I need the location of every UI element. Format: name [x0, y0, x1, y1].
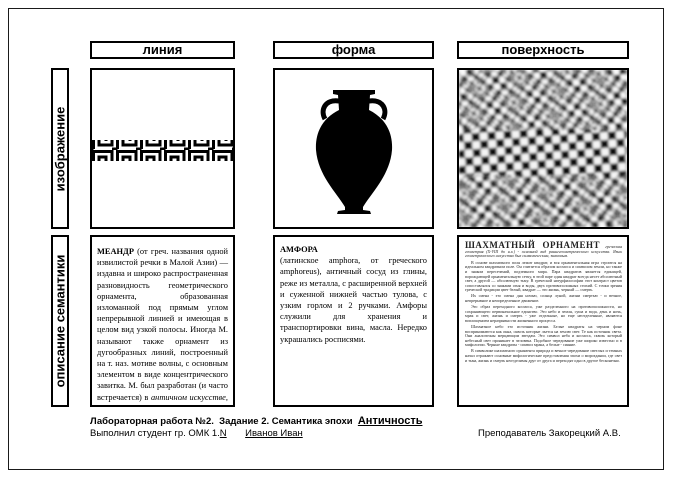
footer-title: [90, 415, 422, 427]
meander-italic-ancient-art: античном искусстве: [150, 392, 226, 402]
chess-description: [457, 235, 629, 407]
amphora-description: [273, 235, 434, 407]
chess-paragraph-3: Это образ переходного космоса, уже разделенного на противоположности, но сохраняющего первоначальное единство. Это небо и земля, суша и вода, день и ночь, мрак и свет, жизнь и смерть - уже отдельные, но еще неотделенные, являются воплощением неразрывности жизненного процесса.: [465, 304, 622, 323]
header-form: форма: [273, 41, 434, 59]
meander-title: МЕАНДР: [97, 247, 134, 256]
chess-paragraph-2: Их смена - это смена дня ночью, солнца луной, жизни смертью - и вечное, непрерывное и неопределенное движение.: [465, 293, 622, 304]
chess-surface-pattern: [459, 70, 627, 227]
header-surface: поверхность: [457, 41, 629, 59]
footer-student-prefix: Выполнил студент гр. ОМК 1.: [90, 428, 220, 439]
amphora-image-cell: [273, 68, 434, 229]
footer-work: Лабораторная работа №2.: [90, 416, 214, 427]
footer-student-name: Иванов Иван: [245, 428, 303, 439]
side-label-semantics: описание семантики: [52, 254, 68, 388]
meander-body: (от греч. названия одной извилистой речки в Малой Азии) — издавна и широко распространенная разновидность геометрического орнамента, образованная изломанной под прямым углом непрерывной линией и имеющая в целом вид узкой полосы. Иногда М. называют также орнамент из дугообразных линий, построенный на т. наз. мотиве волны, с основным элементом в виде концентрического завитка. М. был разработан (и часто встречается) в: [97, 247, 228, 402]
meander-and: [210, 404, 228, 407]
chess-title: ШАХМАТНЫЙ ОРНАМЕНТ: [465, 240, 600, 250]
footer-task: Задание 2. Семантика эпохи: [219, 416, 353, 427]
chess-paragraph-1: В основе шахматного поля лежит квадрат, и вся орнаментальная игра строится на идеальном квадратном поле. Он считается образом космоса и символом земли, но также и знаком пересечений, подземного мира. Пара квадратов является единицей, порождающей орнаментальную сетку, в этой паре один квадрат всегда несет абсолютный свет, а другой — абсолютную тьму. В греческой натурфилософии этот контраст цветов сопоставлялся со знаками огня и воды, двух противоположных стихий. С точки зрения греческой традиции цвет белый, квадрат — это жизнь, черный — смерть.: [465, 259, 622, 293]
meander-italic-vase-painting: [178, 404, 209, 407]
chess-subtitle: греческая геометрия (X-VIII до н.э.) - основной вид раннегеометрического искусства. Язык геометрического искусства был символическим, знаковым.: [465, 244, 622, 259]
amphora-silhouette: [275, 70, 432, 227]
meander-mid: ,: [225, 392, 228, 402]
chess-paragraph-5: В символике шахматного орнамента природа и вечное чередование светлых и темных начал отражают основные мифологические представления эпохи о мироздании, где свет и тьма, жизнь и смерть неотделимы друг от друга и переходят одно в другое бесконечно.: [465, 348, 622, 363]
side-label-semantics-box: [51, 235, 69, 407]
side-label-image: изображение: [52, 106, 68, 191]
footer-teacher: Преподаватель Закорецкий А.В.: [478, 428, 621, 439]
meander-description: [90, 235, 235, 407]
amphora-body: (латинское amphora, от греческого amphoreus), античный сосуд из глины, реже из металла, с расширенной верхней и суженной нижней частью тулова, с узким горлом и 2 ручками. Амфоры служили для хранения и транспортировки вина, масла. Нередко украшались росписями.: [280, 256, 427, 344]
footer-student: [90, 428, 303, 439]
footer-epoch: Античность: [357, 415, 423, 427]
side-label-image-box: [51, 68, 69, 229]
header-line: линия: [90, 41, 235, 59]
amphora-title: АМФОРА: [280, 245, 318, 254]
meander-image-cell: [90, 68, 235, 229]
chess-image-cell: [457, 68, 629, 229]
footer-group-suffix: N: [219, 428, 227, 439]
meander-pattern: [92, 70, 233, 227]
chess-paragraph-4: Шахматное небо это источник жизни. Белые квадраты на черном фоне воспринимаются как окна, сквозь которые льется на землю свет. Те как источник света. Они аналогичны мерцающим звездам. Это символ неба и космоса, сквозь который небесный свет проникает в человека. Подобное чередование уже широко известно и в мифологии. Черные квадраты - символ мрака, а белые - сияние.: [465, 324, 622, 348]
